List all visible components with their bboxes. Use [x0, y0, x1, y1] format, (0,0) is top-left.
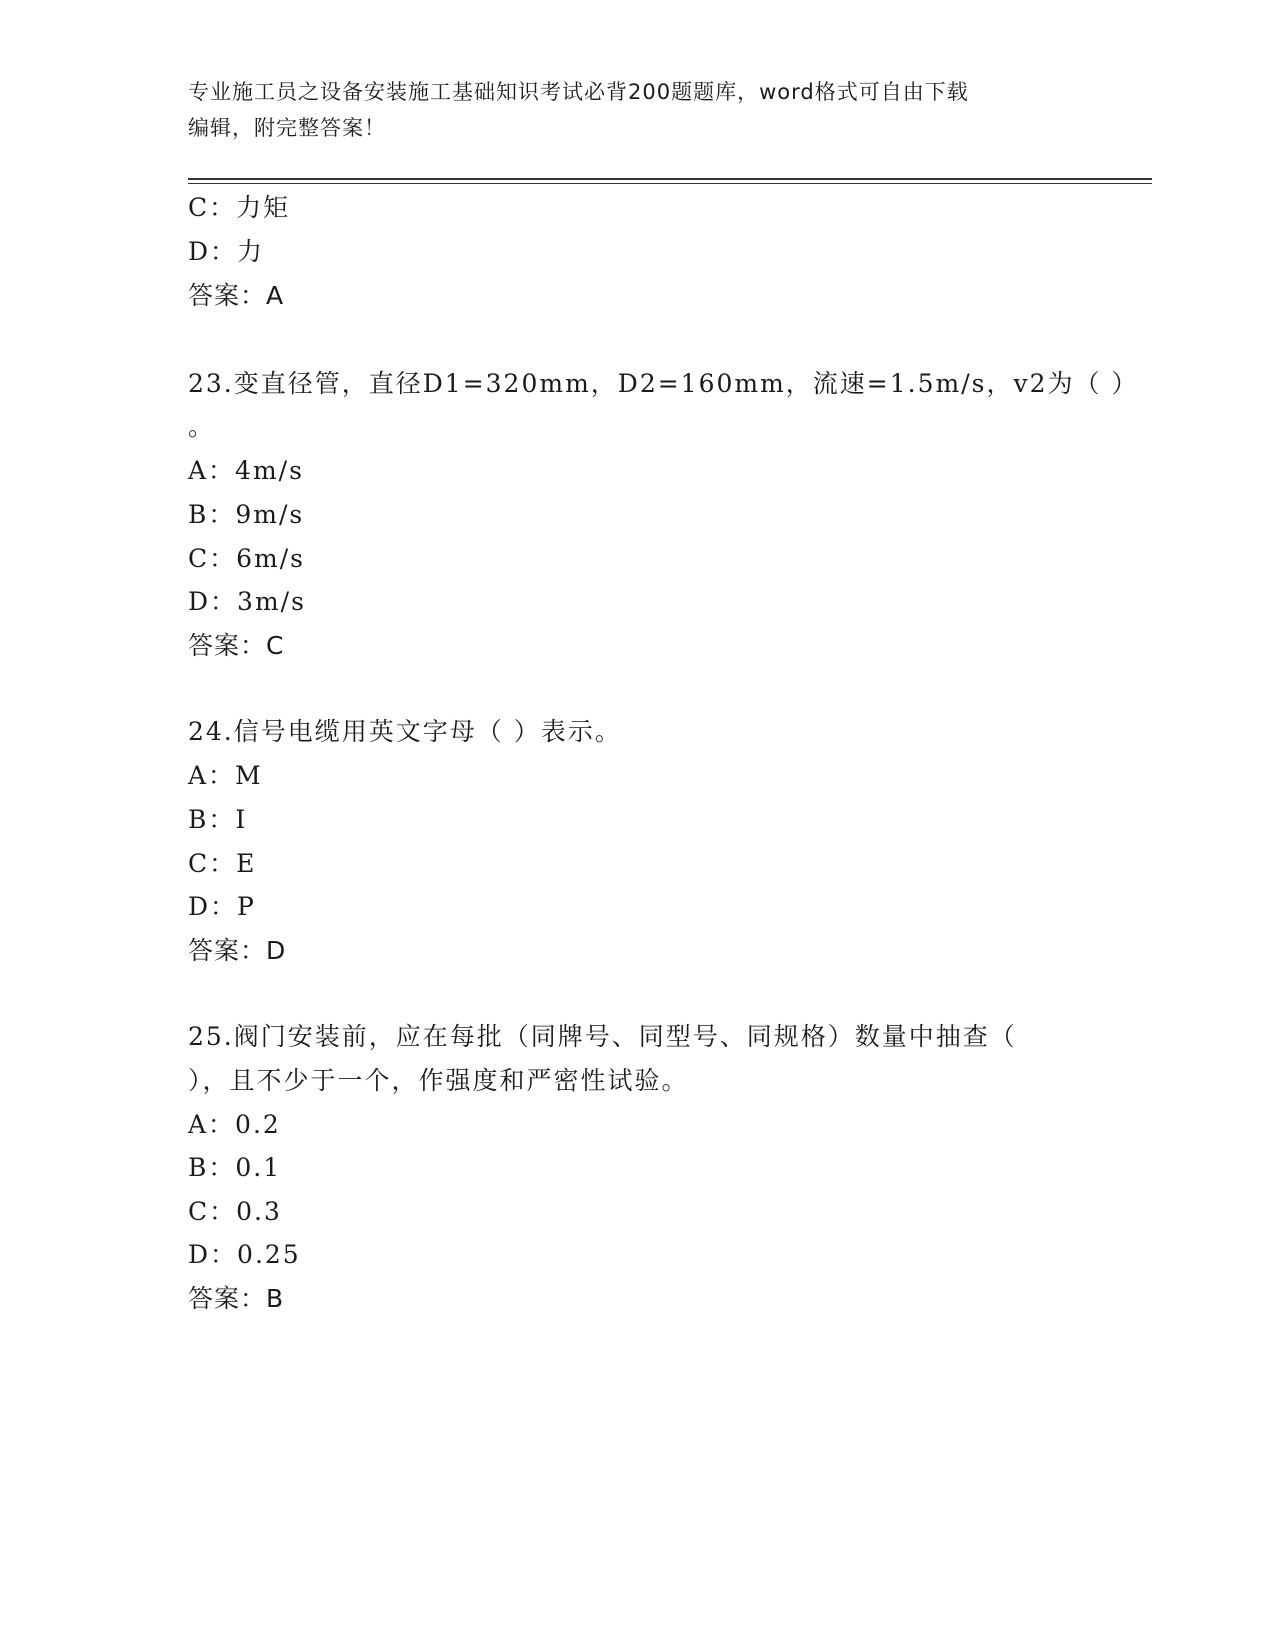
q23-option-c: C：6m/s — [188, 544, 305, 573]
q24-answer: 答案：D — [188, 936, 287, 965]
document-header — [188, 74, 1078, 146]
q22-option-d: D：力 — [188, 237, 265, 266]
q24-option-d: D：P — [188, 892, 256, 921]
q23-option-b: B：9m/s — [188, 500, 305, 529]
q23-option-a: A：4m/s — [188, 456, 304, 485]
q25-answer: 答案：B — [188, 1284, 285, 1313]
q24-option-b: B：I — [188, 805, 248, 834]
q22-answer: 答案：A — [188, 281, 285, 310]
q22-option-c: C：力矩 — [188, 193, 291, 222]
q25-option-a: A：0.2 — [188, 1110, 281, 1139]
q23-option-d: D：3m/s — [188, 587, 306, 616]
header-divider-thin — [188, 183, 1152, 184]
q25-stem-line-2: ），且不少于一个，作强度和严密性试验。 — [188, 1066, 689, 1095]
q23-stem-line-1: 23.变直径管，直径D1=320mm，D2=160mm，流速=1.5m/s，v2为（ ） — [188, 369, 1139, 398]
header-line-1: 专业施工员之设备安装施工基础知识考试必背200题题库，word格式可自由下载 — [188, 80, 969, 104]
q25-option-c: C：0.3 — [188, 1197, 282, 1226]
q24-stem: 24.信号电缆用英文字母（ ）表示。 — [188, 717, 622, 746]
q25-option-d: D：0.25 — [188, 1240, 301, 1269]
q23-stem-line-2: 。 — [188, 412, 216, 441]
q23-answer: 答案：C — [188, 631, 285, 660]
q24-option-c: C：E — [188, 849, 257, 878]
q24-option-a: A：M — [188, 761, 263, 790]
q25-stem-line-1: 25.阀门安装前，应在每批（同牌号、同型号、同规格）数量中抽查（ — [188, 1022, 1017, 1051]
header-divider-thick — [188, 178, 1152, 180]
q25-option-b: B：0.1 — [188, 1153, 282, 1182]
header-line-2: 编辑，附完整答案！ — [188, 116, 386, 140]
